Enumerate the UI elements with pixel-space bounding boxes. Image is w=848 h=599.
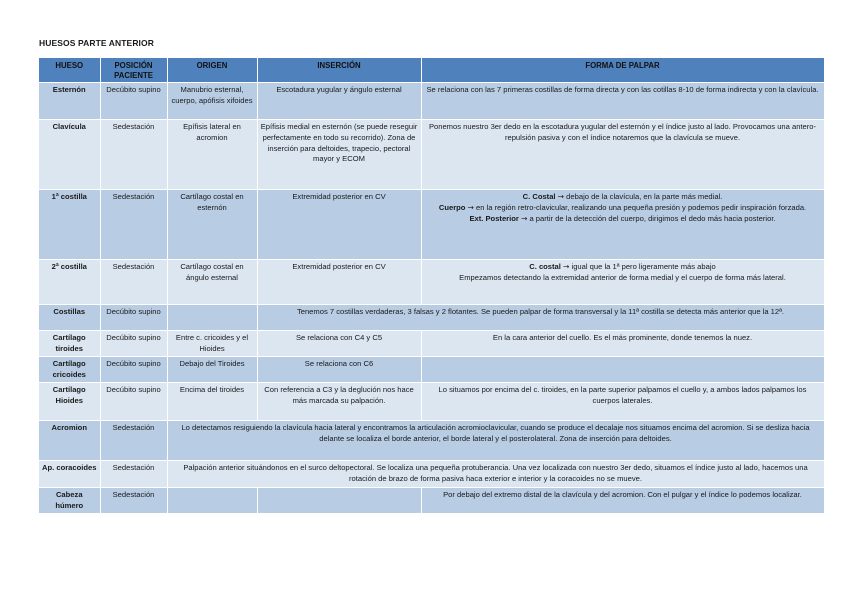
table-row [39, 383, 824, 421]
palpation-cell: En la cara anterior del cuello. Es el más prominente, donde tenemos la nuez. [421, 331, 824, 357]
palpation-cell [421, 357, 824, 383]
table-row [39, 461, 824, 488]
patient-position: Decúbito supino [100, 383, 167, 421]
palpation-cell [421, 190, 824, 260]
header-cell: FORMA DE PALPAR [421, 58, 824, 83]
merged-description: Tenemos 7 costillas verdaderas, 3 falsas y 2 flotantes. Se pueden palpar de forma transversal y la 11ª costilla se detecta más anterior que la 12ª. [257, 305, 824, 331]
palpation-cell: Ponemos nuestro 3er dedo en la escotadura yugular del esternón y el índice justo al lado. Provocamos una antero-repulsión pasiva y con el índice notaremos que la clavícula se mueve. [421, 120, 824, 190]
origin-cell: Encima del tiroides [167, 383, 257, 421]
palpation-line: Cuerpo → en la región retro-clavicular, realizando una pequeña presión y podemos pedir inspiración forzada. [438, 202, 807, 212]
bone-name: 2ª costilla [39, 260, 100, 305]
bone-name: Acromion [39, 421, 100, 461]
palpation-cell [421, 260, 824, 305]
patient-position: Sedestación [100, 260, 167, 305]
palpation-cell: Se relaciona con las 7 primeras costillas de forma directa y con las cotillas 8-10 de forma indirecta y con la clavícula. [421, 83, 824, 120]
palpation-line: Ext. Posterior → a partir de la detección del cuerpo, dirigimos el dedo más hacia posterior. [469, 213, 776, 223]
table-row [39, 331, 824, 357]
insertion-cell: Extremidad posterior en CV [257, 190, 421, 260]
patient-position: Sedestación [100, 120, 167, 190]
bone-name: 1ª costilla [39, 190, 100, 260]
bone-name: Cabeza húmero [39, 488, 100, 514]
arrow-icon: → [520, 213, 528, 223]
patient-position: Sedestación [100, 421, 167, 461]
merged-description: Lo detectamos resiguiendo la clavícula hacia lateral y encontramos la articulación acromioclavicular, cuando se produce el decalaje nos situamos encima del acromion. Si se desliza hacia delante se localiza el borde anterior, el borde lateral y el posterolateral. Zona de inserción para deltoides. [167, 421, 824, 461]
header-cell: ORIGEN [167, 58, 257, 83]
table-row [39, 120, 824, 190]
origin-cell [167, 488, 257, 514]
origin-cell: Epífisis lateral en acromion [167, 120, 257, 190]
patient-position: Decúbito supino [100, 331, 167, 357]
table-row [39, 357, 824, 383]
table-row [39, 260, 824, 305]
header-cell: POSICIÓN PACIENTE [100, 58, 167, 83]
bone-name: Cartílago tiroides [39, 331, 100, 357]
origin-cell: Entre c. cricoides y el Hioides [167, 331, 257, 357]
table-row [39, 190, 824, 260]
arrow-icon: → [563, 262, 570, 271]
patient-position: Decúbito supino [100, 305, 167, 331]
arrow-icon: → [467, 202, 474, 212]
insertion-cell: Epífisis medial en esternón (se puede reseguir perfectamente en todo su recorrido). Zona de inserción para deltoides, trapecio, pectoral mayor y ECOM [257, 120, 421, 190]
header-cell: HUESO [39, 58, 100, 83]
insertion-cell [257, 488, 421, 514]
merged-description: Palpación anterior situándonos en el surco deltopectoral. Se localiza una pequeña protuberancia. Una vez localizada con nuestro 3er dedo, situamos el índice justo al lado, hacemos una rotación de brazo de forma pasiva haca exterior e interior y la coracoides no se mueve. [167, 461, 824, 488]
arrow-icon: → [557, 192, 565, 201]
patient-position: Decúbito supino [100, 83, 167, 120]
palpation-line: C. Costal → debajo de la clavícula, en la parte más medial. [522, 192, 723, 201]
origin-cell: Manubrio esternal, cuerpo, apófisis xifoides [167, 83, 257, 120]
origin-cell: Cartílago costal en ángulo esternal [167, 260, 257, 305]
table-row [39, 83, 824, 120]
patient-position: Sedestación [100, 461, 167, 488]
table-row [39, 488, 824, 514]
insertion-cell: Con referencia a C3 y la deglución nos hace más marcada su palpación. [257, 383, 421, 421]
palpation-cell: Lo situamos por encima del c. tiroides, en la parte superior palpamos el cuello y, a ambos lados palpamos los cuerpos laterales. [421, 383, 824, 421]
empty-cell [167, 305, 257, 331]
bone-name: Clavícula [39, 120, 100, 190]
table-row [39, 305, 824, 331]
patient-position: Sedestación [100, 190, 167, 260]
palpation-extra: Empezamos detectando la extremidad anterior de forma medial y el cuerpo de forma más lateral. [459, 272, 786, 282]
origin-cell: Cartílago costal en esternón [167, 190, 257, 260]
insertion-cell: Se relaciona con C6 [257, 357, 421, 383]
header-cell: INSERCIÓN [257, 58, 421, 83]
palpation-cell: Por debajo del extremo distal de la clavícula y del acromion. Con el pulgar y el índice lo podemos localizar. [421, 488, 824, 514]
header-row [39, 58, 824, 83]
bone-name: Esternón [39, 83, 100, 120]
bone-name: Ap. coracoides [39, 461, 100, 488]
insertion-cell: Extremidad posterior en CV [257, 260, 421, 305]
patient-position: Sedestación [100, 488, 167, 514]
bones-table [39, 58, 825, 514]
origin-cell: Debajo del Tiroides [167, 357, 257, 383]
bone-name: Cartílago cricoides [39, 357, 100, 383]
table-row [39, 421, 824, 461]
bone-name: Cartílago Hioides [39, 383, 100, 421]
insertion-cell: Escotadura yugular y ángulo esternal [257, 83, 421, 120]
patient-position: Decúbito supino [100, 357, 167, 383]
palpation-line: C. costal → igual que la 1ª pero ligeramente más abajo [529, 262, 716, 271]
document-title: HUESOS PARTE ANTERIOR [39, 38, 154, 48]
bone-name: Costillas [39, 305, 100, 331]
insertion-cell: Se relaciona con C4 y C5 [257, 331, 421, 357]
